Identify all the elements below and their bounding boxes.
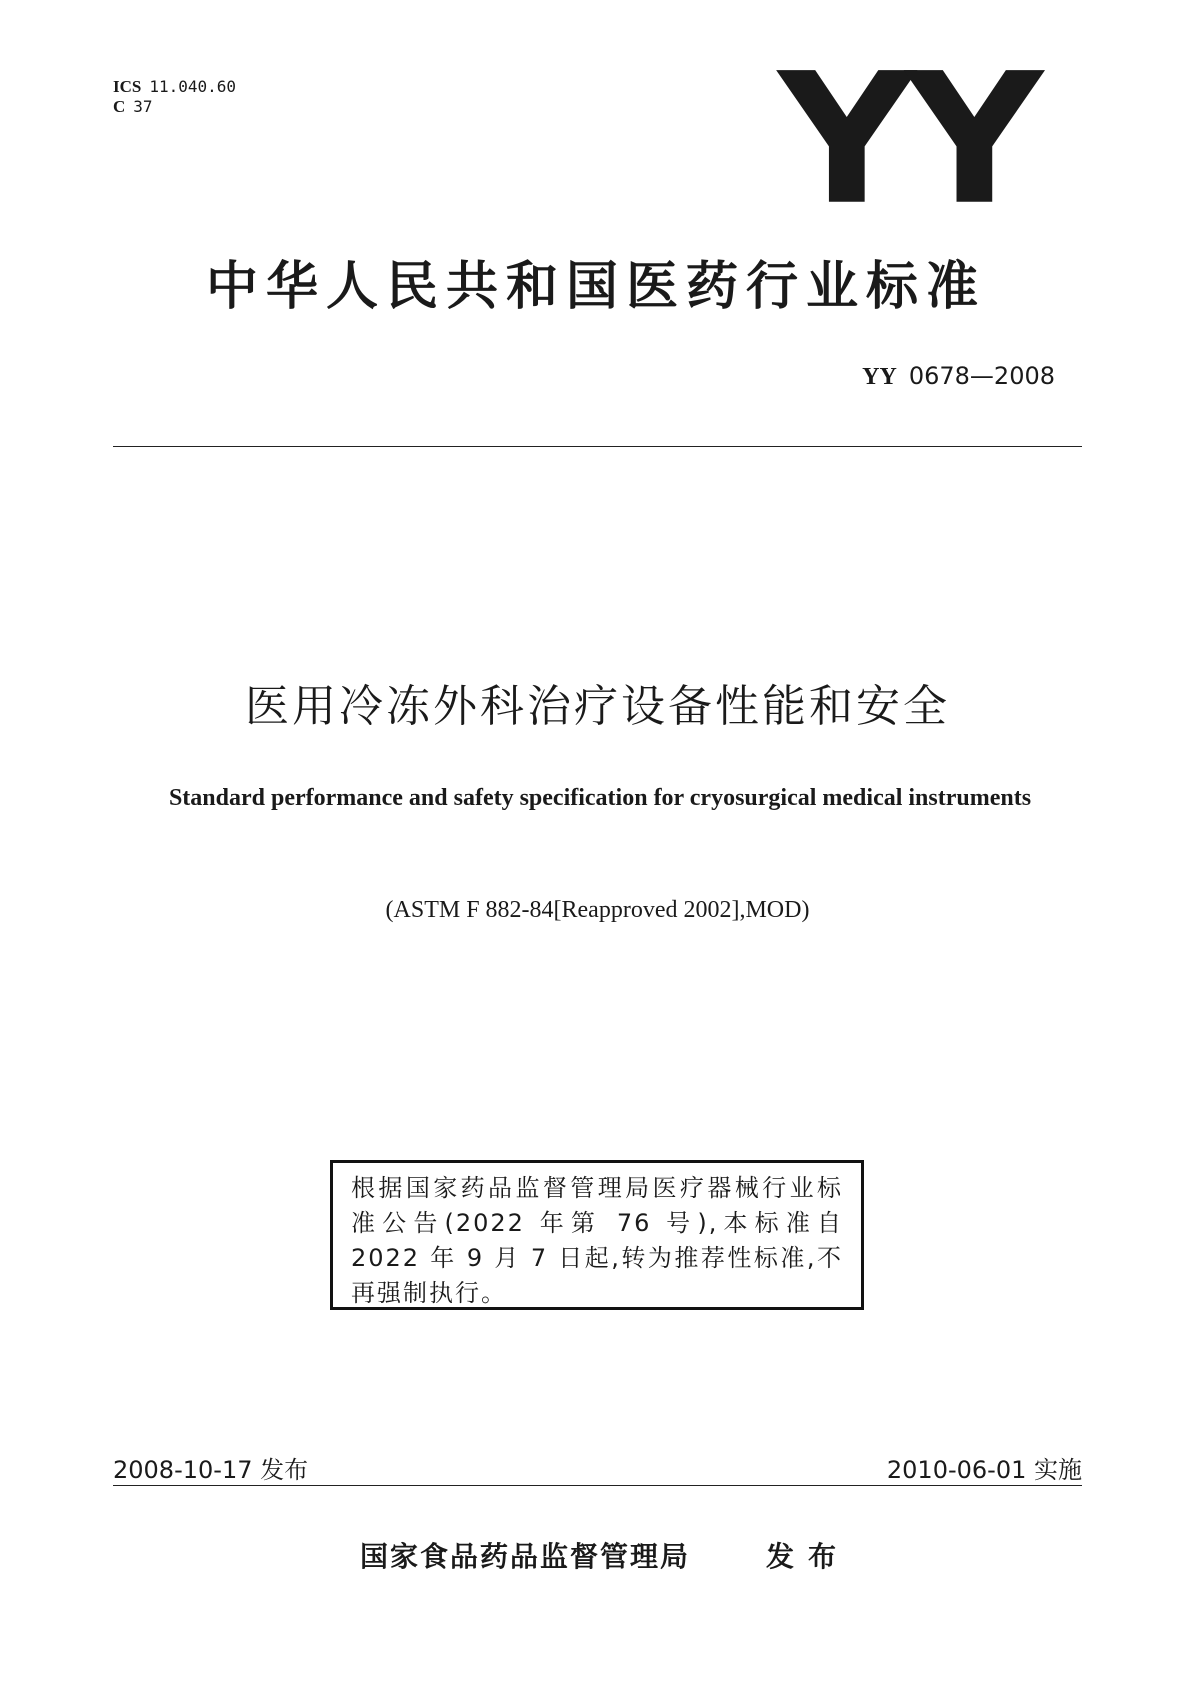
release-date: 2008-10-17 发布 xyxy=(113,1456,309,1484)
document-title-en: Standard performance and safety specification for cryosurgical medical instruments xyxy=(168,785,1032,811)
standard-number xyxy=(862,362,1055,391)
adoption-reference: (ASTM F 882-84[Reapproved 2002],MOD) xyxy=(385,897,810,923)
ccs-code: C 37 xyxy=(113,97,153,116)
standard-code: 0678—2008 xyxy=(908,362,1055,390)
effective-date: 2010-06-01 实施 xyxy=(886,1456,1082,1484)
ics-code: ICS 11.040.60 xyxy=(113,77,237,96)
issuing-authority: 国家食品药品监督管理局 xyxy=(360,1540,691,1573)
document-title-cn: 医用冷冻外科治疗设备性能和安全 xyxy=(245,681,950,732)
issued-label: 发布 xyxy=(766,1540,851,1573)
classification-codes xyxy=(113,77,236,117)
bottom-divider xyxy=(113,1485,1082,1486)
organization-title: 中华人民共和国医药行业标准 xyxy=(205,257,986,317)
standard-logo: YY xyxy=(778,34,1034,245)
top-divider xyxy=(113,446,1082,447)
standard-prefix: YY xyxy=(862,364,897,390)
status-notice-box: 根据国家药品监督管理局医疗器械行业标准公告(2022 年第 76 号),本标准自 2022 年 9 月 7 日起,转为推荐性标准,不再强制执行。 xyxy=(330,1160,864,1310)
